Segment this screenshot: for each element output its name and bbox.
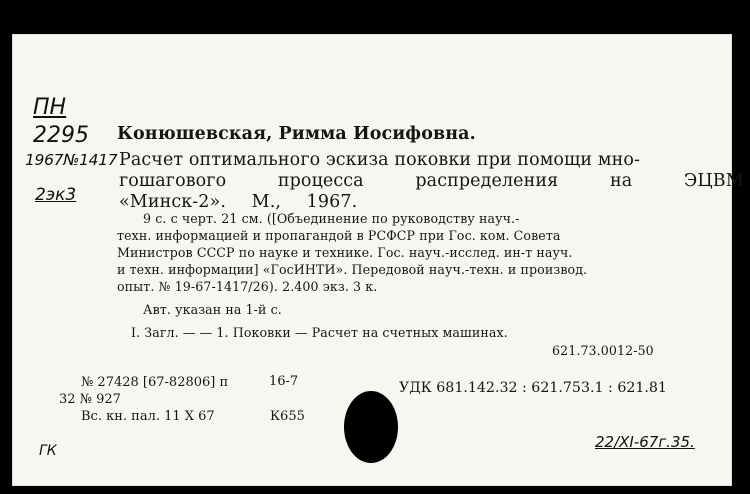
description-line-3: Министров СССР по науке и технике. Гос. науч.-исслед. ин-т науч. <box>117 245 573 260</box>
shelf-mark: 2эк3 <box>35 185 77 205</box>
author-heading: Конюшевская, Римма Иосифовна. <box>117 124 476 144</box>
line-32: 32 № 927 <box>59 392 121 407</box>
title-line-3: «Минск-2». М., 1967. <box>119 192 358 212</box>
author-note: Авт. указан на 1-й с. <box>143 302 282 317</box>
title-line-2: гошагового процесса распределения на ЭЦВМ <box>119 171 744 191</box>
description-line-4: и техн. информации] «ГосИНТИ». Передовой науч.-техн. и производ. <box>117 262 588 277</box>
title-line-1: Расчет оптимального эскиза поковки при помощи мно- <box>119 150 640 170</box>
k-code: К655 <box>270 409 305 424</box>
class-number: 621.73.0012-50 <box>552 343 654 358</box>
call-number-digits: 2295 <box>33 123 89 148</box>
punch-hole <box>344 391 398 463</box>
book-chamber-line: Вс. кн. пал. 11 X 67 <box>81 409 215 424</box>
order-line: № 27428 [67-82806] п <box>81 375 229 390</box>
description-line-1: 9 с. с черт. 21 см. ([Объединение по руководству науч.- <box>143 211 520 226</box>
tracing: I. Загл. — — 1. Поковки — Расчет на счетных машинах. <box>131 325 508 340</box>
order-code: 16-7 <box>269 374 299 389</box>
handwritten-initials: ГК <box>39 443 57 459</box>
description-line-5: опыт. № 19-67-1417/26). 2.400 экз. 3 к. <box>117 279 378 294</box>
catalog-card <box>12 34 744 486</box>
description-line-2: техн. информацией и пропагандой в РСФСР при Гос. ком. Совета <box>117 228 561 243</box>
udk-line: УДК 681.142.32 : 621.753.1 : 621.81 <box>399 380 667 396</box>
handwritten-date: 22/XI-67г.35. <box>595 433 695 451</box>
call-number-letters: ПН <box>33 95 67 120</box>
accession-number: 1967№1417 <box>25 151 118 169</box>
